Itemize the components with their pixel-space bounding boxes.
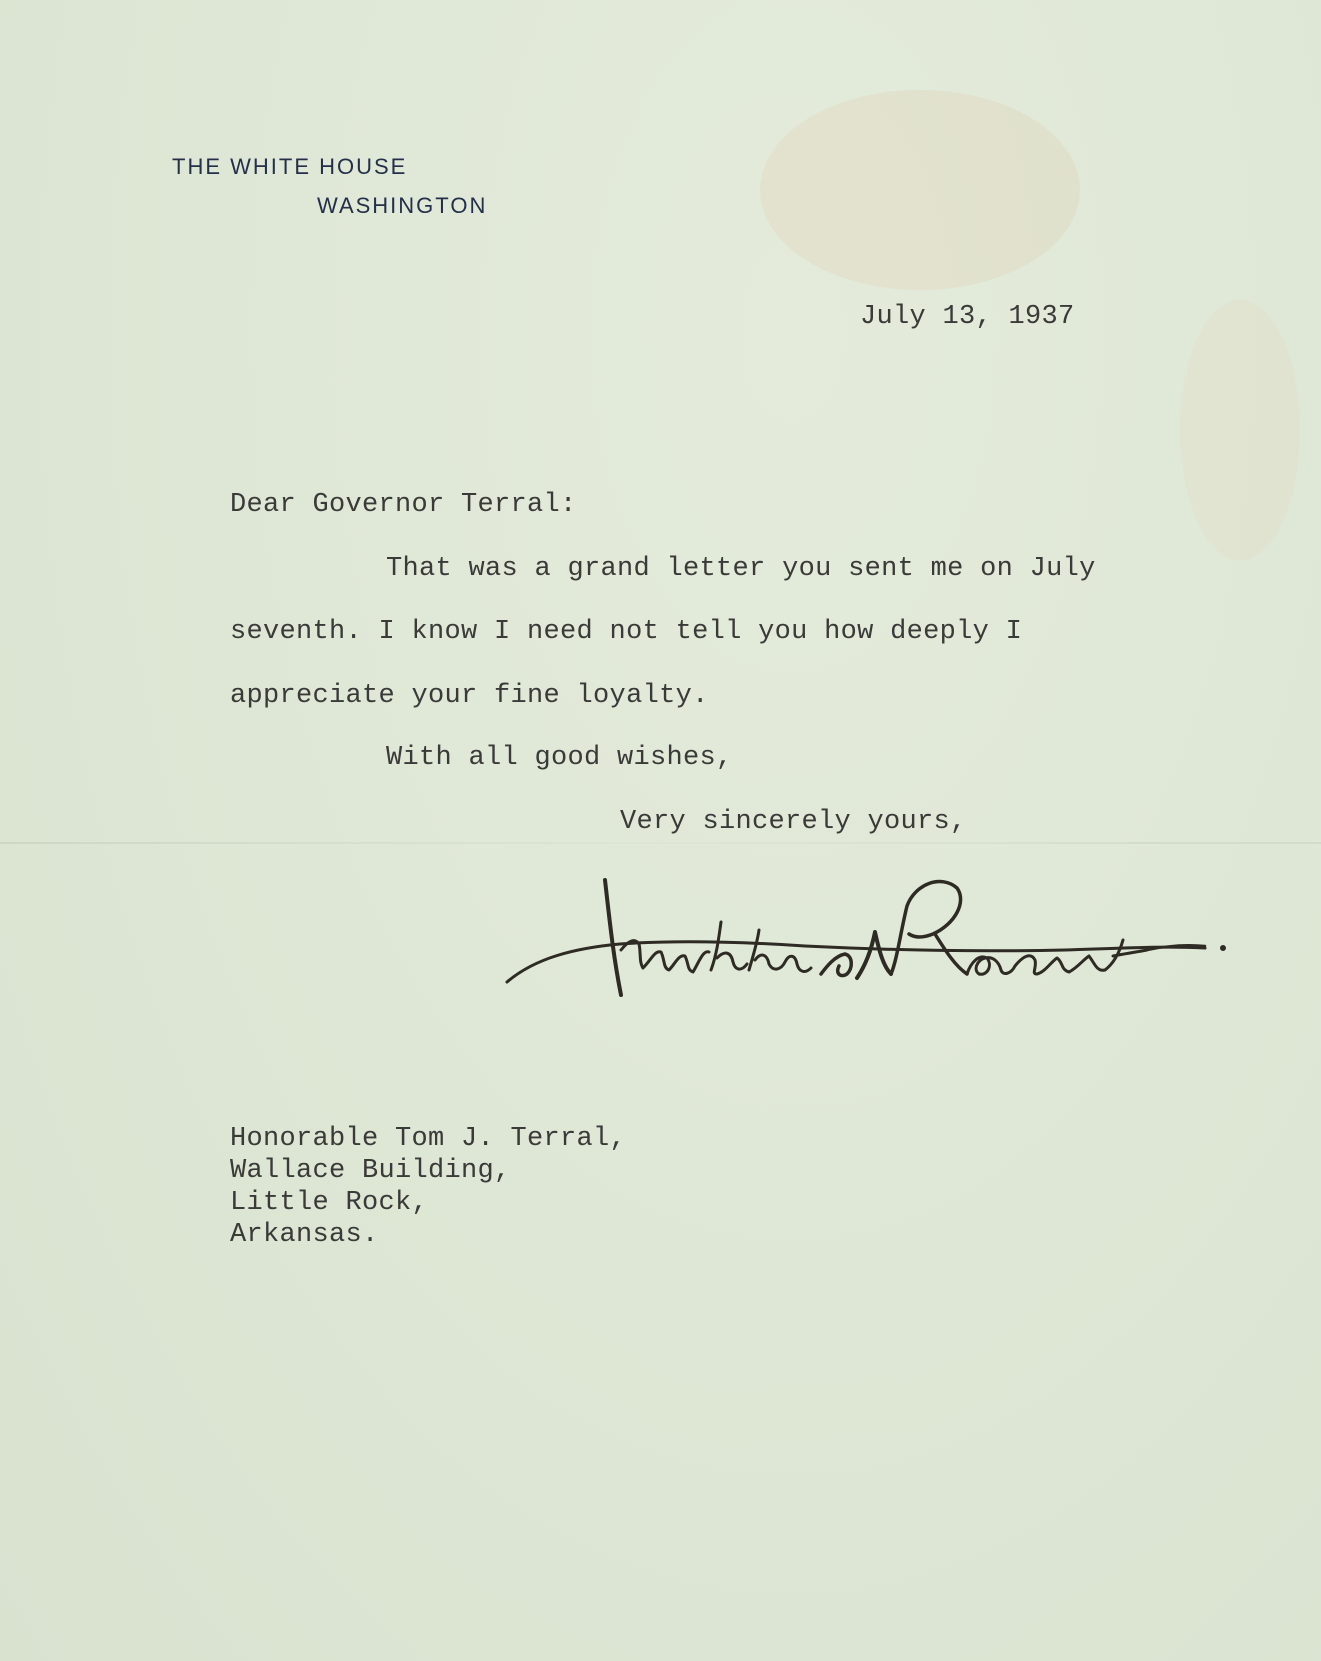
letterhead-city: WASHINGTON bbox=[317, 193, 488, 218]
recipient-line: Little Rock, bbox=[230, 1188, 429, 1218]
closing: Very sincerely yours, bbox=[620, 807, 967, 837]
good-wishes: With all good wishes, bbox=[386, 743, 733, 773]
recipient-line: Arkansas. bbox=[230, 1220, 379, 1250]
body-line: seventh. I know I need not tell you how deeply I bbox=[230, 617, 1023, 647]
body-line: appreciate your fine loyalty. bbox=[230, 681, 709, 711]
letter-date: July 13, 1937 bbox=[860, 302, 1075, 332]
signature-image bbox=[505, 870, 1235, 1030]
recipient-line: Wallace Building, bbox=[230, 1156, 511, 1186]
salutation: Dear Governor Terral: bbox=[230, 490, 577, 520]
body-line: That was a grand letter you sent me on July bbox=[386, 554, 1096, 584]
paper-stain bbox=[760, 90, 1080, 290]
letterhead-title: THE WHITE HOUSE bbox=[172, 154, 408, 179]
recipient-line: Honorable Tom J. Terral, bbox=[230, 1124, 627, 1154]
fold-line bbox=[0, 842, 1321, 844]
paper-stain bbox=[1180, 300, 1300, 560]
